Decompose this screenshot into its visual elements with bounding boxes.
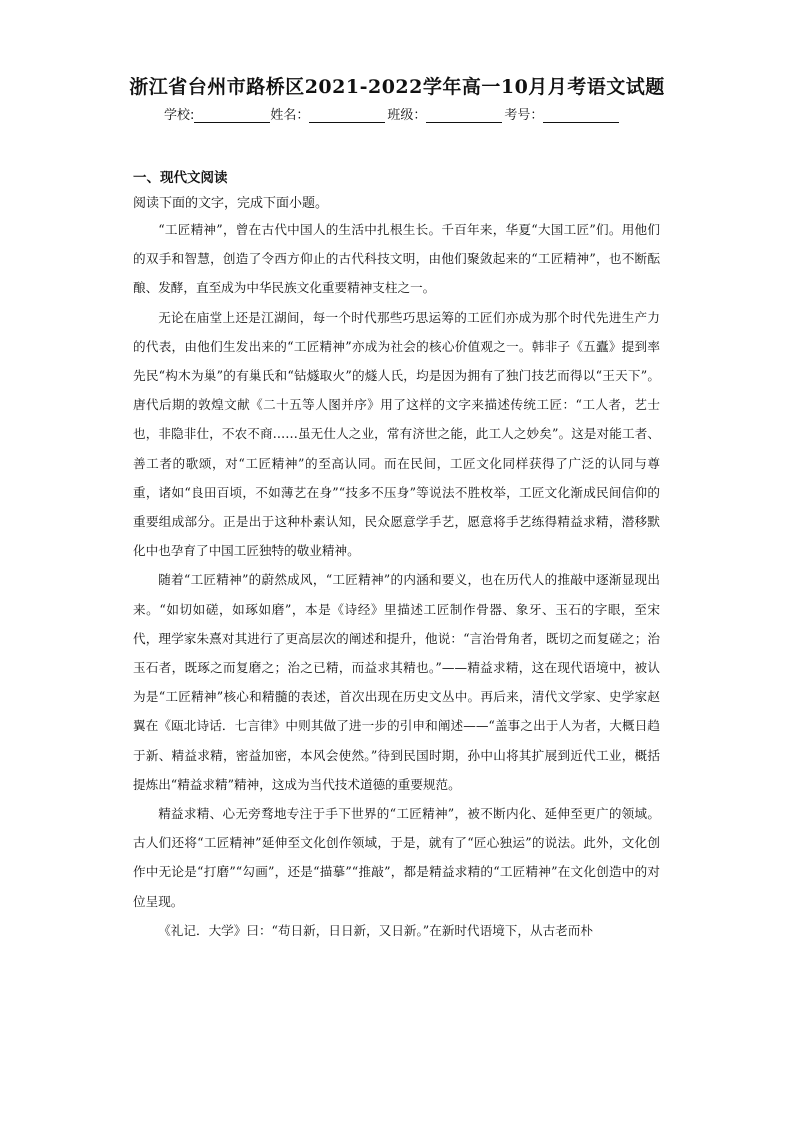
passage-paragraph: 《礼记．大学》曰：“苟日新，日日新，又日新。”在新时代语境下，从古老而朴 — [158, 922, 593, 938]
passage-paragraph: “工匠精神”，曾在古代中国人的生活中扎根生长。千百年来，华夏“大国工匠”们。用他们的双手和智慧，创造了令西方仰止的古代科技文明，由他们聚敛起来的“工匠精神”，也不断酝酿、发酵，直至成为中华民族文化重要精神支柱之一。 — [133, 222, 660, 296]
name-label: 姓名： — [270, 108, 310, 123]
exam-number-label: 考号： — [504, 108, 544, 123]
student-info-row — [164, 104, 684, 123]
school-label: 学校: — [164, 108, 195, 123]
class-label: 班级： — [387, 108, 427, 123]
reading-passage — [133, 215, 660, 945]
passage-paragraph: 精益求精、心无旁骛地专注于手下世界的“工匠精神”，被不断内化、延伸至更广的领域。古人们还将“工匠精神”延伸至文化创作领域，于是，就有了“匠心独运”的说法。此外，文化创作中无论是“打磨”“勾画”，还是“描摹”“推敲”，都是精益求精的“工匠精神”在文化创造中的对位呈现。 — [133, 806, 660, 909]
passage-paragraph: 无论在庙堂上还是江湖间，每一个时代那些巧思运筹的工匠们亦成为那个时代先进生产力的代表，由他们生发出来的“工匠精神”亦成为社会的核心价值观之一。韩非子《五蠹》提到率先民“构木为巢”的有巢氏和“钻燧取火”的燧人氏，均是因为拥有了独门技艺而得以“王天下”。唐代后期的敦煌文献《二十五等人图并序》用了这样的文字来描述传统工匠：“工人者，艺士也，非隐非仕，不农不商……虽无仕人之业，常有济世之能，此工人之妙矣”。这是对能工者、善工者的歌颂，对“工匠精神”的至高认同。而在民间，工匠文化同样获得了广泛的认同与尊重，诸如“良田百顷，不如薄艺在身”“技多不压身”等说法不胜枚举，工匠文化渐成民间信仰的重要组成部分。正是出于这种朴素认知，民众愿意学手艺，愿意将手艺练得精益求精，潜移默化中也孕育了中国工匠独特的敬业精神。 — [133, 309, 660, 559]
exam-title: 浙江省台州市路桥区2021-2022学年高一10月月考语文试题 — [129, 76, 665, 98]
name-blank[interactable] — [309, 108, 385, 123]
class-blank[interactable] — [426, 108, 502, 123]
exam-number-blank[interactable] — [543, 108, 619, 123]
reading-instruction: 阅读下面的文字，完成下面小题。 — [133, 196, 329, 211]
section-heading: 一、现代文阅读 — [133, 170, 228, 186]
school-blank[interactable] — [194, 108, 270, 123]
passage-paragraph: 随着“工匠精神”的蔚然成风，“工匠精神”的内涵和要义，也在历代人的推敲中逐渐显现出来。“如切如磋，如琢如磨”，本是《诗经》里描述工匠制作骨器、象牙、玉石的字眼，至宋代，理学家朱熹对其进行了更高层次的阐述和提升，他说：“言治骨角者，既切之而复磋之；治玉石者，既琢之而复磨之；治之已精，而益求其精也。”——精益求精，这在现代语境中，被认为是“工匠精神”核心和精髓的表述，首次出现在历史文丛中。再后来，清代文学家、史学家赵翼在《瓯北诗话．七言律》中则其做了进一步的引申和阐述——“盖事之出于人为者，大概日趋于新、精益求精，密益加密，本风会使然。”待到民国时期，孙中山将其扩展到近代工业，概括提炼出“精益求精”精神，这成为当代技术道德的重要规范。 — [133, 572, 660, 792]
